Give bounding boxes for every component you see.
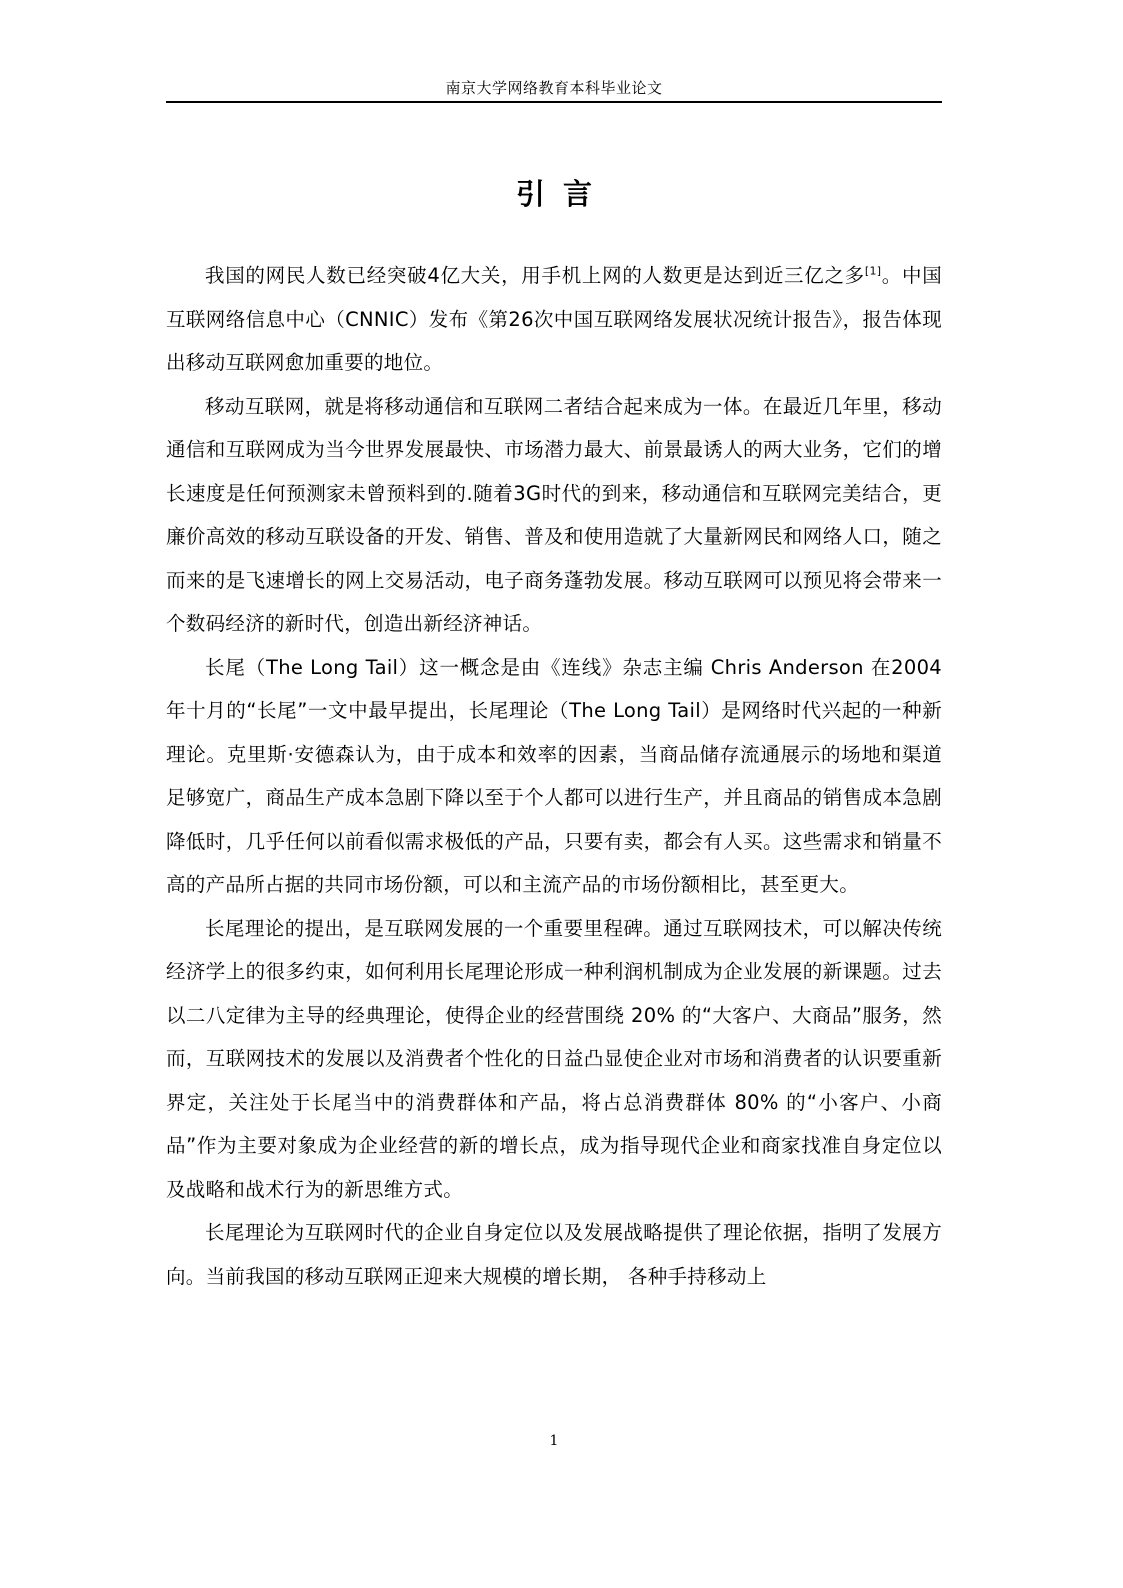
paragraph-1 [166,254,942,385]
paragraph-2: 移动互联网，就是将移动通信和互联网二者结合起来成为一体。在最近几年里，移动通信和互联网成为当今世界发展最快、市场潜力最大、前景最诱人的两大业务，它们的增长速度是任何预测家未曾预料到的.随着3G时代的到来，移动通信和互联网完美结合，更廉价高效的移动互联设备的开发、销售、普及和使用造就了大量新网民和网络人口，随之而来的是飞速增长的网上交易活动，电子商务蓬勃发展。移动互联网可以预见将会带来一个数码经济的新时代，创造出新经济神话。 [166,394,942,635]
paragraph-1-text: 我国的网民人数已经突破4亿大关，用手机上网的人数更是达到近三亿之多 [205,264,865,287]
page-number: 1 [549,1433,559,1449]
paragraph-3: 长尾（The Long Tail）这一概念是由《连线》杂志主编 Chris Anderson 在2004年十月的“长尾”一文中最早提出，长尾理论（The Long Tail）是网络时代兴起的一种新理论。克里斯·安德森认为，由于成本和效率的因素，当商品储存流通展示的场地和渠道足够宽广，商品生产成本急剧下降以至于个人都可以进行生产，并且商品的销售成本急剧降低时，几乎任何以前看似需求极低的产品，只要有卖，都会有人买。这些需求和销量不高的产品所占据的共同市场份额，可以和主流产品的市场份额相比，甚至更大。 [166,655,942,896]
header-rule [166,101,942,103]
citation-marker: [1] [864,264,882,278]
paragraph-1-text-cont: 。中国互联网络信息中心（CNNIC）发布《第26次中国互联网络发展状况统计报告》，报告体现出移动互联网愈加重要的地位。 [166,264,942,374]
body-text [166,254,942,1298]
paragraph-4: 长尾理论的提出，是互联网发展的一个重要里程碑。通过互联网技术，可以解决传统经济学上的很多约束，如何利用长尾理论形成一种利润机制成为企业发展的新课题。过去以二八定律为主导的经典理论，使得企业的经营围绕 20% 的“大客户、大商品”服务，然而，互联网技术的发展以及消费者个性化的日益凸显使企业对市场和消费者的认识要重新界定，关注处于长尾当中的消费群体和产品，将占总消费群体 80% 的“小客户、小商品”作为主要对象成为企业经营的新的增长点，成为指导现代企业和商家找准自身定位以及战略和战术行为的新思维方式。 [166,916,942,1201]
chapter-title: 引言 [515,177,610,211]
running-header: 南京大学网络教育本科毕业论文 [445,79,663,97]
paragraph-5: 长尾理论为互联网时代的企业自身定位以及发展战略提供了理论依据，指明了发展方向。当前我国的移动互联网正迎来大规模的增长期， 各种手持移动上 [166,1221,942,1288]
